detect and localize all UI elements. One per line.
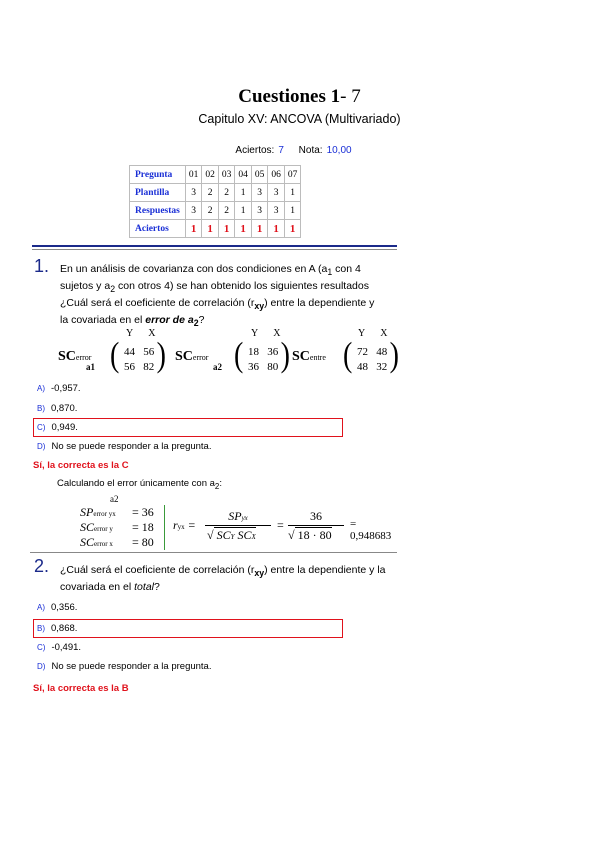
table-cell: 1 xyxy=(185,220,202,238)
formula-value: = 80 xyxy=(132,535,154,549)
question-number: 2. xyxy=(34,556,50,576)
row-label: Respuestas xyxy=(130,202,186,220)
title-main: Cuestiones 1 xyxy=(238,86,341,107)
option-a[interactable]: A) -0,957. xyxy=(37,383,81,394)
answer-note: Sí, la correcta es la B xyxy=(33,683,129,694)
table-cell: 1 xyxy=(268,220,285,238)
option-c[interactable]: C) -0,491. xyxy=(37,642,82,653)
matrix-sub: a2 xyxy=(213,362,222,372)
table-row-pregunta xyxy=(130,166,301,184)
formula-value: = 36 xyxy=(132,505,154,519)
aciertos-label: Aciertos: xyxy=(235,145,275,156)
selected-answer-box xyxy=(33,418,343,437)
option-c[interactable]: C) 0,949. xyxy=(37,422,78,433)
option-a[interactable]: A) 0,356. xyxy=(37,602,78,613)
table-cell: 2 xyxy=(218,202,235,220)
formula-denominator: √ 18 · 80 xyxy=(288,528,332,542)
row-label: Plantilla xyxy=(130,184,186,202)
matrix-sub: a1 xyxy=(86,362,95,372)
table-cell: 1 xyxy=(251,220,268,238)
formula-row: SCerror y xyxy=(80,520,113,534)
table-cell: 02 xyxy=(202,166,219,184)
fraction-bar xyxy=(205,525,271,526)
page-subtitle: Capitulo XV: ANCOVA (Multivariado) xyxy=(198,112,401,126)
nota-label: Nota: xyxy=(298,145,323,156)
answer-note: Sí, la correcta es la C xyxy=(33,460,129,471)
matrix-label: SCerror xyxy=(58,349,92,364)
question-number: 1. xyxy=(34,256,50,276)
matrix-body: ( ) 18 36 36 80 xyxy=(234,336,290,375)
divider xyxy=(32,249,397,250)
table-cell: 07 xyxy=(284,166,301,184)
table-cell: 1 xyxy=(284,184,301,202)
option-d[interactable]: D) No se puede responder a la pregunta. xyxy=(37,441,212,452)
title-range: - 7 xyxy=(340,86,361,107)
option-b[interactable]: B) 0,868. xyxy=(37,623,78,634)
table-cell: 3 xyxy=(268,202,285,220)
row-label: Aciertos xyxy=(130,220,186,238)
explanation-text: Calculando el error únicamente con $a_2$: xyxy=(57,478,222,491)
formula-r: ryx = xyxy=(173,518,196,532)
table-cell: 3 xyxy=(251,184,268,202)
table-cell: 3 xyxy=(185,202,202,220)
formula-block xyxy=(30,494,397,554)
equals: = xyxy=(277,518,284,532)
question-text: ¿Cuál será el coeficiente de correlación $(r_{xy})$ entre la dependiente y la covariada en el total? xyxy=(60,564,386,594)
formula-row: SCerror x xyxy=(80,535,113,549)
table-cell: 3 xyxy=(268,184,285,202)
sc-matrices xyxy=(58,328,408,380)
table-cell: 1 xyxy=(202,220,219,238)
table-row-plantilla xyxy=(130,184,301,202)
table-cell: 04 xyxy=(235,166,252,184)
row-label: Pregunta xyxy=(130,166,186,184)
nota-value: 10,00 xyxy=(326,145,352,156)
fraction-bar xyxy=(288,525,344,526)
option-d[interactable]: D) No se puede responder a la pregunta. xyxy=(37,661,212,672)
divider xyxy=(32,245,397,247)
table-cell: 3 xyxy=(251,202,268,220)
table-cell: 1 xyxy=(235,184,252,202)
formula-result: = 0,948683 xyxy=(350,518,392,542)
matrix-label: SCerror xyxy=(175,349,209,364)
divider xyxy=(30,552,397,553)
formula-numerator: 36 xyxy=(310,509,322,523)
matrix-body: ( ) 72 48 48 32 xyxy=(343,336,399,375)
table-row-respuestas xyxy=(130,202,301,220)
aciertos-value: 7 xyxy=(278,145,284,156)
question-text: En un análisis de covarianza con dos condiciones en A ($a_1$ con 4 sujetos y $a_2$ con otros 4) se han obtenido los siguientes resultados ¿Cuál será el coeficiente de correlación $(r_{xy})$ entre la dependiente y la covariada en el error de $a_2$? xyxy=(60,263,375,329)
matrix-col-header: Y X xyxy=(358,328,388,339)
formula-divider xyxy=(164,505,165,550)
table-cell: 2 xyxy=(202,184,219,202)
matrix-col-header: Y X xyxy=(251,328,281,339)
table-cell: 3 xyxy=(185,184,202,202)
selected-answer-box xyxy=(33,619,343,638)
table-cell: 1 xyxy=(235,220,252,238)
option-b[interactable]: B) 0,870. xyxy=(37,403,78,414)
table-cell: 1 xyxy=(235,202,252,220)
table-cell: 1 xyxy=(218,220,235,238)
table-row-aciertos xyxy=(130,220,301,238)
table-cell: 01 xyxy=(185,166,202,184)
table-cell: 05 xyxy=(251,166,268,184)
table-cell: 2 xyxy=(202,202,219,220)
table-cell: 2 xyxy=(218,184,235,202)
matrix-col-header: Y X xyxy=(126,328,156,339)
matrix-label: SCentre xyxy=(292,349,326,364)
formula-numerator: SPyx xyxy=(228,509,248,523)
page-title xyxy=(0,86,599,108)
table-cell: 03 xyxy=(218,166,235,184)
table-cell: 1 xyxy=(284,220,301,238)
score-summary xyxy=(0,145,599,156)
formula-row: SPerror yx xyxy=(80,505,116,519)
table-cell: 06 xyxy=(268,166,285,184)
formula-header: a2 xyxy=(110,494,119,504)
results-table xyxy=(129,165,301,238)
matrix-body: ( ) 44 56 56 82 xyxy=(110,336,166,375)
formula-value: = 18 xyxy=(132,520,154,534)
formula-denominator: √ SCY SCX xyxy=(207,528,256,542)
table-cell: 1 xyxy=(284,202,301,220)
